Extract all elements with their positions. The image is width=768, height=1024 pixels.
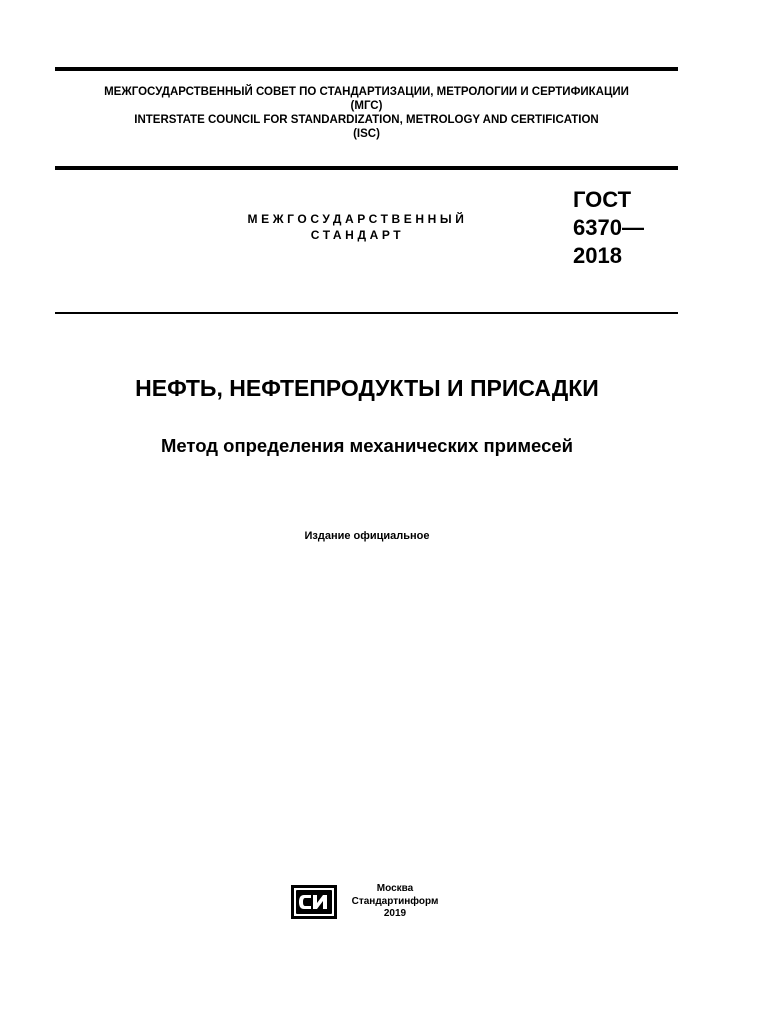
- standard-designation: [573, 186, 644, 270]
- standard-type-line1: МЕЖГОСУДАРСТВЕННЫЙ: [247, 212, 468, 226]
- council-abbr-en: (ISC): [353, 128, 380, 140]
- imprint: [343, 883, 447, 921]
- council-abbr-ru: (МГС): [350, 100, 383, 112]
- designation-number: 6370—: [573, 215, 644, 240]
- lower-rule: [55, 312, 678, 314]
- imprint-year: 2019: [383, 908, 407, 919]
- designation-year: 2018: [573, 243, 622, 268]
- imprint-publisher: Стандартинформ: [351, 895, 439, 907]
- designation-prefix: ГОСТ: [573, 187, 632, 212]
- council-header: [55, 85, 678, 141]
- edition-note: Издание официальное: [304, 530, 430, 542]
- top-rule: [55, 67, 678, 71]
- standartinform-logo-icon: [291, 885, 337, 919]
- document-title: НЕФТЬ, НЕФТЕПРОДУКТЫ И ПРИСАДКИ: [135, 375, 599, 401]
- standard-type-line2: СТАНДАРТ: [310, 228, 405, 242]
- standard-type: [150, 211, 565, 243]
- council-name-ru: МЕЖГОСУДАРСТВЕННЫЙ СОВЕТ ПО СТАНДАРТИЗАЦИИ, МЕТРОЛОГИИ И СЕРТИФИКАЦИИ: [104, 86, 629, 98]
- document-subtitle: Метод определения механических примесей: [160, 435, 574, 456]
- imprint-city: Москва: [376, 883, 414, 894]
- council-name-en: INTERSTATE COUNCIL FOR STANDARDIZATION, METROLOGY AND CERTIFICATION: [134, 114, 599, 126]
- middle-rule: [55, 166, 678, 170]
